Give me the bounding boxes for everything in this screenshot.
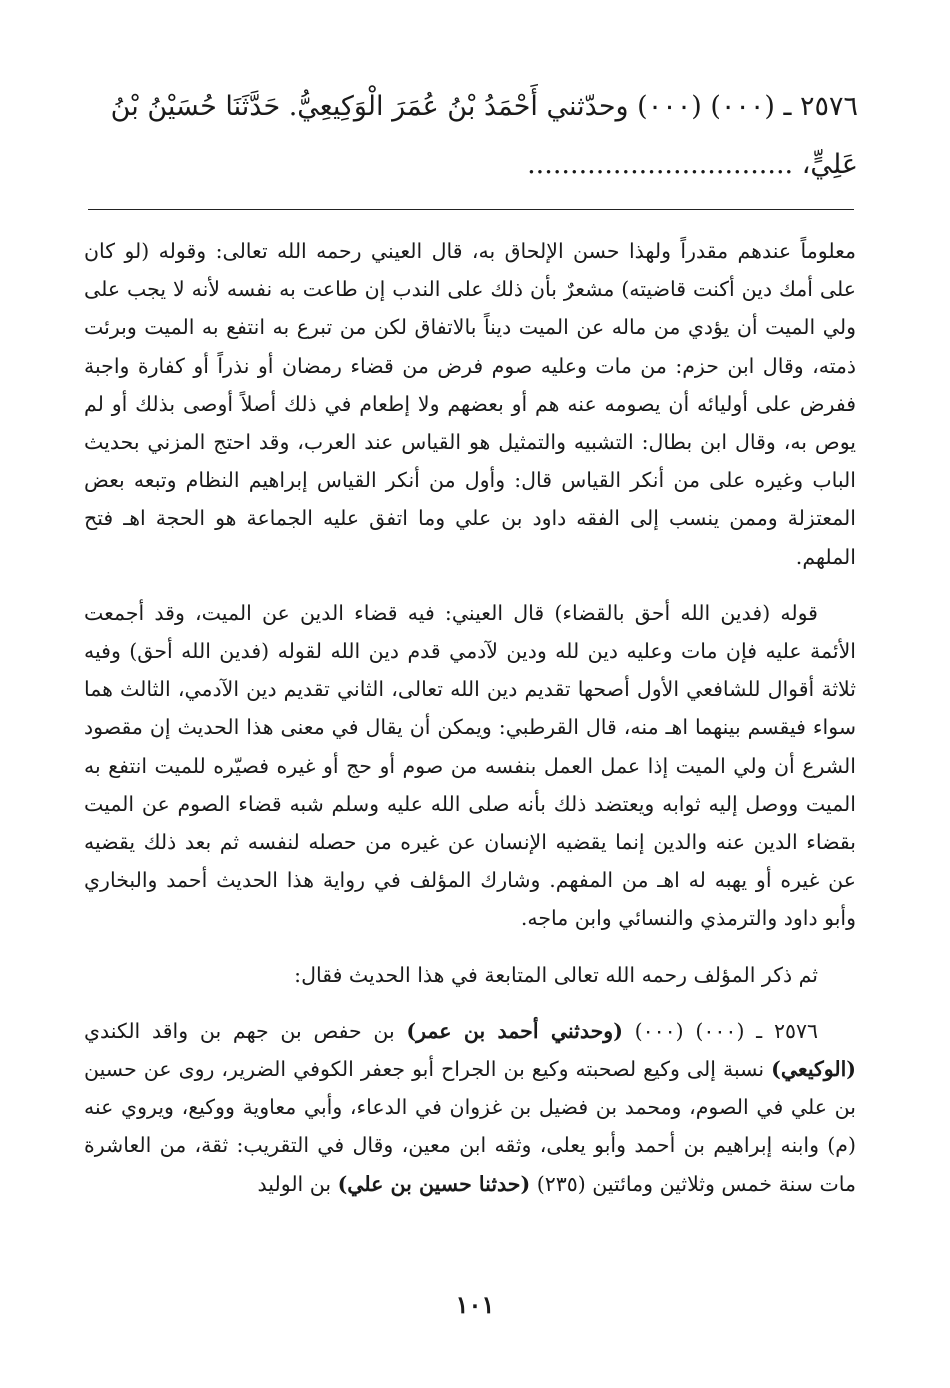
commentary-paragraph-1: معلوماً عندهم مقدراً ولهذا حسن الإلحاق به، قال العيني رحمه الله تعالى: وقوله (لو كان على أمك دين أكنت قاضيته) مشعرٌ بأن ذلك على الندب إن طاعت به نفسه لأنه لا يجب على ولي الميت أن يؤدي من ماله عن الميت ديناً بالاتفاق لكن من تبرع به انتفع به الميت وبرئت ذمته، وقال ابن حزم: من مات وعليه صوم فرض من قضاء رمضان أو نذراً أو كفارة واجبة ففرض على أوليائه أن يصومه عنه هم أو بعضهم ولا إطعام في ذلك أصلاً أوصى بذلك أو لم يوص به، وقال ابن بطال: التشبيه والتمثيل هو القياس عند العرب، وقد احتج المزني بحديث الباب وغيره على من أنكر القياس قال: وأول من أنكر القياس إبراهيم النظام وتبعه بعض المعتزلة وممن ينسب إلى الفقه داود بن علي وما اتفق عليه الجماعة هو الحجة اهـ فتح الملهم.: [84, 239, 856, 569]
page-number: ١٠١: [455, 1290, 495, 1319]
narrator-quote-1: (وحدثني أحمد بن عمر): [406, 1018, 623, 1043]
commentary-paragraph-3: ثم ذكر المؤلف رحمه الله تعالى المتابعة في هذا الحديث فقال:: [294, 962, 818, 987]
hadith-line-1: ٢٥٧٦ ـ (٠٠٠) (٠٠٠) وحدّثني أَحْمَدُ بْنُ عُمَرَ الْوَكِيعِيُّ. حَدَّثَنَا حُسَيْنُ بْنُ: [110, 91, 858, 122]
narrator-text-3: بن الوليد: [257, 1171, 338, 1196]
narrator-text-1: بن حفص بن جهم بن واقد الكندي: [84, 1018, 407, 1043]
footnote-divider: [88, 209, 854, 210]
narrator-quote-2: (الوكيعي): [771, 1057, 856, 1082]
commentary: [84, 232, 856, 1203]
hadith-line-2: عَلِيٍّ، ...............................: [527, 149, 858, 180]
narrator-quote-3: (حدثنا حسين بن علي): [337, 1171, 531, 1196]
commentary-paragraph-2: قوله (فدين الله أحق بالقضاء) قال العيني: فيه قضاء الدين عن الميت، وقد أجمعت الأئمة عليه فإن مات وعليه دين لله ودين لآدمي قدم دين الله لقوله (فدين الله أحق) وفيه ثلاثة أقوال للشافعي الأول أصحها تقديم دين الله تعالى، الثاني تقديم دين الآدمي، الثالث هما سواء فيقسم بينهما اهـ منه، قال القرطبي: ويمكن أن يقال في معنى هذا الحديث إن مقصود الشرع أن ولي الميت إذا عمل العمل بنفسه من صوم أو حج أو غيره فصيّره للميت انتفع به الميت ووصل إليه ثوابه ويعتضد ذلك بأنه صلى الله عليه وسلم شبه قضاء الصوم عن الميت بقضاء الدين عنه والدين إنما يقضيه الإنسان عن غيره من حصله لنفسه ثم بعد ذلك يقضيه عن غيره أو يهبه له اهـ من المفهم. وشارك المؤلف في رواية هذا الحديث أحمد والبخاري وأبو داود والترمذي والنسائي وابن ماجه.: [84, 600, 856, 931]
hadith-number: ٢٥٧٦ ـ (٠٠٠) (٠٠٠): [622, 1018, 818, 1043]
hadith-text: [82, 78, 858, 194]
narrator-text-2: نسبة إلى وكيع لصحبته وكيع بن الجراح أبو جعفر الكوفي الضرير، روى عن حسين بن علي في الصوم، ومحمد بن فضيل بن غزوان في الدعاء، وأبي معاوية ووكيع، ويروي عنه (م) وابنه إبراهيم بن أحمد وأبو يعلى، وثقه ابن معين، وقال في التقريب: ثقة، من العاشرة مات سنة خمس وثلاثين ومائتين (٢٣٥): [84, 1057, 856, 1196]
commentary-paragraph-4: [84, 1012, 856, 1203]
